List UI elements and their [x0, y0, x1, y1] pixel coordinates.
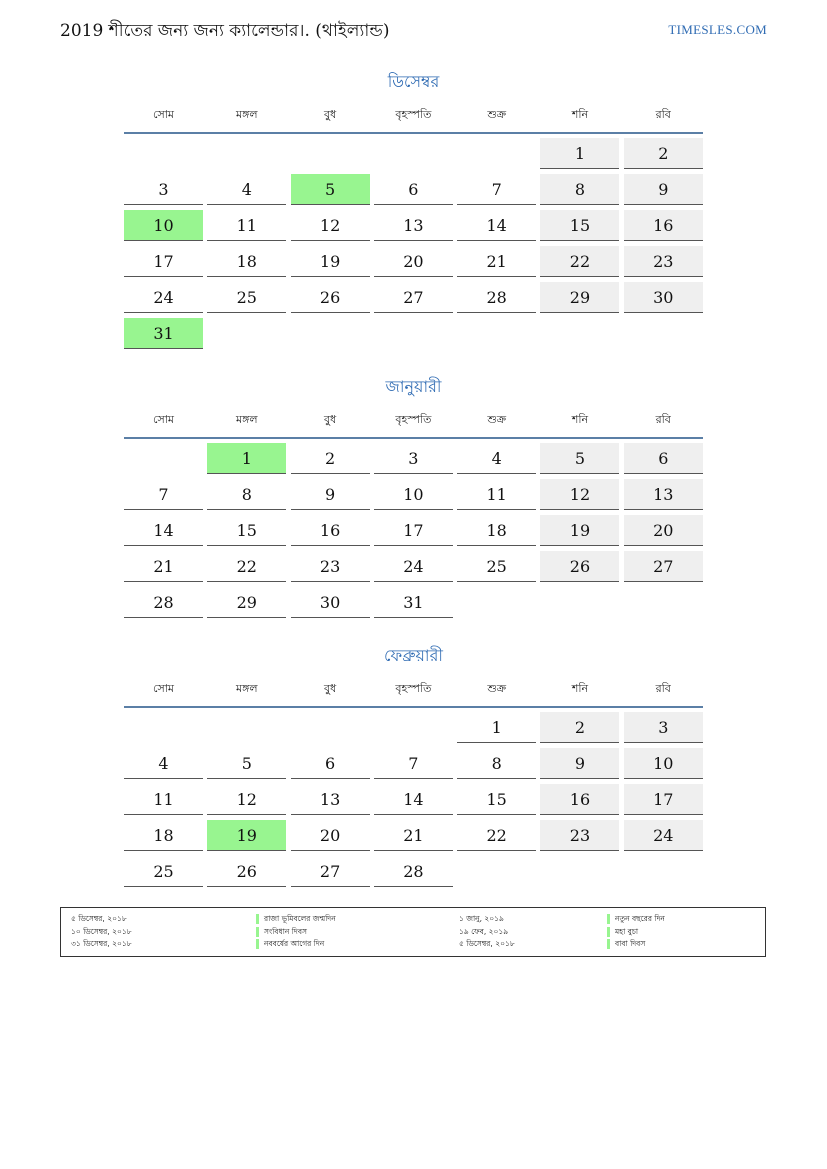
day-cell: 6: [624, 443, 703, 474]
day-cell: 24: [374, 551, 453, 582]
day-cell: 6: [374, 174, 453, 205]
day-cell: 1: [457, 712, 536, 743]
day-cell: 20: [374, 246, 453, 277]
weekday-fri: শুক্র: [487, 682, 507, 695]
holiday-day-cell: 19: [207, 820, 286, 851]
site-link[interactable]: TIMESLES.COM: [668, 22, 767, 37]
holiday-color-marker: [607, 914, 610, 924]
day-cell: 29: [540, 282, 619, 313]
days-grid: [124, 138, 703, 349]
day-cell: 11: [124, 784, 203, 815]
holiday-color-marker: [256, 939, 259, 949]
empty-day-cell: [124, 443, 203, 474]
legend-date: ৩১ ডিসেম্বর, ২০১৮: [71, 939, 132, 948]
day-cell: 30: [624, 282, 703, 313]
day-cell: 12: [207, 784, 286, 815]
day-cell: 7: [124, 479, 203, 510]
day-cell: 16: [291, 515, 370, 546]
weekday-sun: রবি: [655, 413, 671, 426]
day-cell: 28: [124, 587, 203, 618]
day-cell: 20: [624, 515, 703, 546]
day-cell: 16: [624, 210, 703, 241]
day-cell: 18: [124, 820, 203, 851]
month-february: [124, 644, 703, 887]
day-cell: 23: [540, 820, 619, 851]
day-cell: 19: [540, 515, 619, 546]
weekday-header: [124, 680, 703, 708]
day-cell: 23: [291, 551, 370, 582]
day-cell: 25: [457, 551, 536, 582]
day-cell: 5: [540, 443, 619, 474]
empty-day-cell: [457, 138, 536, 169]
legend-names-right: [607, 913, 665, 951]
legend-names-left: [256, 913, 336, 951]
day-cell: 4: [124, 748, 203, 779]
day-cell: 2: [291, 443, 370, 474]
day-cell: 21: [374, 820, 453, 851]
day-cell: 28: [374, 856, 453, 887]
day-cell: 10: [374, 479, 453, 510]
holiday-color-marker: [256, 927, 259, 937]
day-cell: 22: [457, 820, 536, 851]
weekday-mon: সোম: [152, 108, 175, 121]
days-grid: [124, 443, 703, 618]
empty-day-cell: [207, 138, 286, 169]
day-cell: 7: [374, 748, 453, 779]
day-cell: 8: [207, 479, 286, 510]
day-cell: 8: [457, 748, 536, 779]
legend-holiday: [607, 913, 665, 926]
legend-holiday: [256, 926, 336, 939]
weekday-tue: মঙ্গল: [235, 413, 258, 426]
legend-date: ৫ ডিসেম্বর, ২০১৮: [71, 914, 127, 923]
day-cell: 13: [624, 479, 703, 510]
legend-holiday: [256, 913, 336, 926]
day-cell: 17: [374, 515, 453, 546]
day-cell: 6: [291, 748, 370, 779]
weekday-mon: সোম: [152, 682, 175, 695]
weekday-header: [124, 106, 703, 134]
holiday-day-cell: 1: [207, 443, 286, 474]
legend-holiday-name: মহা বুচা: [615, 926, 639, 936]
month-title: জানুয়ারী: [385, 377, 442, 396]
day-cell: 21: [457, 246, 536, 277]
day-cell: 17: [124, 246, 203, 277]
weekday-sat: শনি: [571, 413, 589, 426]
empty-day-cell: [291, 138, 370, 169]
weekday-fri: শুক্র: [487, 413, 507, 426]
day-cell: 2: [540, 712, 619, 743]
day-cell: 30: [291, 587, 370, 618]
legend-date: ১ জানু, ২০১৯: [459, 914, 504, 923]
weekday-fri: শুক্র: [487, 108, 507, 121]
day-cell: 4: [457, 443, 536, 474]
day-cell: 29: [207, 587, 286, 618]
legend-holiday: [607, 926, 665, 939]
weekday-wed: বুধ: [323, 413, 337, 426]
day-cell: 25: [124, 856, 203, 887]
legend-date: ১০ ডিসেম্বর, ২০১৮: [71, 926, 132, 936]
day-cell: 9: [291, 479, 370, 510]
day-cell: 26: [291, 282, 370, 313]
weekday-mon: সোম: [152, 413, 175, 426]
day-cell: 27: [374, 282, 453, 313]
day-cell: 3: [624, 712, 703, 743]
weekday-sun: রবি: [655, 682, 671, 695]
legend-holiday-name: নববর্ষের আগের দিন: [264, 939, 325, 948]
day-cell: 28: [457, 282, 536, 313]
weekday-sun: রবি: [655, 108, 671, 121]
day-cell: 1: [540, 138, 619, 169]
page-title: 2019 শীতের জন্য জন্য ক্যালেন্ডার।. (থাইল্যান্ড): [60, 21, 390, 41]
day-cell: 4: [207, 174, 286, 205]
day-cell: 23: [624, 246, 703, 277]
day-cell: 2: [624, 138, 703, 169]
holiday-day-cell: 31: [124, 318, 203, 349]
weekday-sat: শনি: [571, 108, 589, 121]
weekday-wed: বুধ: [323, 108, 337, 121]
holiday-day-cell: 5: [291, 174, 370, 205]
day-cell: 11: [207, 210, 286, 241]
legend-holiday: [607, 938, 665, 951]
day-cell: 13: [291, 784, 370, 815]
day-cell: 24: [624, 820, 703, 851]
day-cell: 9: [624, 174, 703, 205]
day-cell: 26: [540, 551, 619, 582]
legend-date: ৫ ডিসেম্বর, ২০১৮: [459, 939, 515, 948]
day-cell: 12: [540, 479, 619, 510]
legend-holiday: [256, 938, 336, 951]
day-cell: 16: [540, 784, 619, 815]
holiday-color-marker: [607, 939, 610, 949]
weekday-thu: বৃহস্পতি: [395, 108, 432, 121]
weekday-header: [124, 411, 703, 439]
days-grid: [124, 712, 703, 887]
day-cell: 22: [207, 551, 286, 582]
legend-holiday-name: বাবা দিবস: [615, 939, 646, 948]
day-cell: 5: [207, 748, 286, 779]
empty-day-cell: [374, 712, 453, 743]
legend-holiday-name: রাজা ভূমিবলের জন্মদিন: [264, 914, 336, 923]
month-title: ফেব্রুয়ারী: [384, 646, 443, 665]
legend-dates-right: [459, 913, 515, 951]
legend-date: ১৯ ফেব, ২০১৯: [459, 926, 509, 936]
empty-day-cell: [291, 712, 370, 743]
day-cell: 8: [540, 174, 619, 205]
weekday-tue: মঙ্গল: [235, 108, 258, 121]
day-cell: 26: [207, 856, 286, 887]
day-cell: 13: [374, 210, 453, 241]
day-cell: 15: [207, 515, 286, 546]
holiday-day-cell: 10: [124, 210, 203, 241]
day-cell: 9: [540, 748, 619, 779]
weekday-tue: মঙ্গল: [235, 682, 258, 695]
month-december: [124, 70, 703, 349]
day-cell: 20: [291, 820, 370, 851]
day-cell: 15: [457, 784, 536, 815]
day-cell: 15: [540, 210, 619, 241]
day-cell: 10: [624, 748, 703, 779]
month-january: [124, 375, 703, 618]
weekday-thu: বৃহস্পতি: [395, 682, 432, 695]
day-cell: 21: [124, 551, 203, 582]
empty-day-cell: [124, 712, 203, 743]
holiday-legend: [60, 907, 766, 957]
day-cell: 12: [291, 210, 370, 241]
day-cell: 14: [374, 784, 453, 815]
day-cell: 14: [124, 515, 203, 546]
day-cell: 7: [457, 174, 536, 205]
day-cell: 25: [207, 282, 286, 313]
day-cell: 24: [124, 282, 203, 313]
day-cell: 14: [457, 210, 536, 241]
holiday-color-marker: [256, 914, 259, 924]
weekday-thu: বৃহস্পতি: [395, 413, 432, 426]
empty-day-cell: [124, 138, 203, 169]
day-cell: 22: [540, 246, 619, 277]
day-cell: 3: [374, 443, 453, 474]
day-cell: 11: [457, 479, 536, 510]
day-cell: 27: [291, 856, 370, 887]
day-cell: 27: [624, 551, 703, 582]
weekday-sat: শনি: [571, 682, 589, 695]
day-cell: 3: [124, 174, 203, 205]
legend-holiday-name: সংবিধান দিবস: [264, 926, 307, 936]
holiday-color-marker: [607, 927, 610, 937]
empty-day-cell: [374, 138, 453, 169]
day-cell: 17: [624, 784, 703, 815]
day-cell: 19: [291, 246, 370, 277]
day-cell: 18: [207, 246, 286, 277]
day-cell: 31: [374, 587, 453, 618]
legend-holiday-name: নতুন বছরের দিন: [615, 914, 665, 923]
month-title: ডিসেম্বর: [387, 72, 440, 91]
empty-day-cell: [207, 712, 286, 743]
day-cell: 18: [457, 515, 536, 546]
weekday-wed: বুধ: [323, 682, 337, 695]
legend-dates-left: [71, 913, 132, 951]
